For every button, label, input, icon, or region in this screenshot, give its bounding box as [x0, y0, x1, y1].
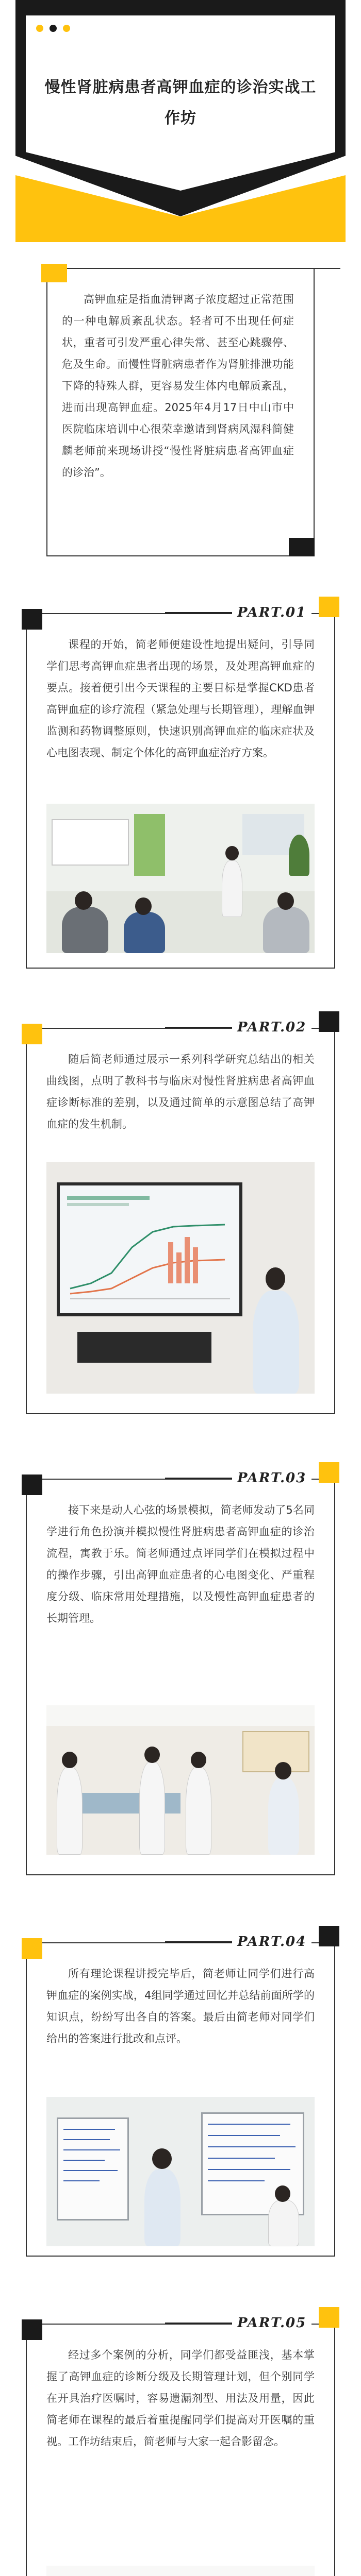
teacher-figure: [268, 1777, 299, 1855]
teacher-head: [152, 2148, 172, 2169]
student-head: [62, 1752, 77, 1768]
intro-yellow-corner: [41, 264, 67, 282]
student-figure: [62, 907, 108, 953]
whiteboard-writing: [58, 2119, 127, 2219]
student-head: [75, 891, 92, 910]
screen-curve-graphic: [60, 1185, 239, 1313]
label-line: [165, 2323, 237, 2324]
teacher-head: [225, 846, 239, 860]
teacher-head: [275, 1762, 291, 1780]
teacher-figure: [253, 1291, 299, 1394]
section-label: PART.01: [232, 605, 311, 620]
label-line: [165, 612, 237, 614]
section-yellow-corner: [319, 2307, 339, 2328]
section-text: 接下来是动人心弦的场景模拟，简老师发动了5名同学进行角色扮演并模拟慢性肾脏病患者高钾血症的诊治流程，寓教于乐。简老师通过点评同学们在模拟过程中的操作步骤，引出高钾血症患者的心电图变化、严重程度分级、临床常用处理措施，以及慢性高钾血症患者的长期管理。: [46, 1504, 315, 1624]
section-black-corner: [319, 1011, 339, 1032]
whiteboard-case-photo: [46, 2097, 315, 2246]
photo-curtain: [134, 814, 165, 876]
header-dots: [36, 25, 70, 32]
role-play-simulation-photo: [46, 1705, 315, 1855]
screen-stand: [77, 1332, 211, 1363]
student-head: [144, 1747, 160, 1763]
photo-bed: [77, 1793, 180, 1814]
intro-top-line: [57, 268, 340, 269]
student-head: [275, 2185, 290, 2202]
student-figure: [124, 912, 165, 953]
teacher-head: [266, 1267, 285, 1290]
section-text: 随后简老师通过展示一系列科学研究总结出的相关曲线图，点明了教科书与临床对慢性肾脏病患者高钾血症诊断标准的差别，以及通过简单的示意图总结了高钾血症的发生机制。: [46, 1053, 315, 1130]
teacher-figure: [222, 860, 242, 917]
section-yellow-corner: [319, 1462, 339, 1483]
classroom-lecture-photo: [46, 804, 315, 953]
teacher-figure: [144, 2169, 180, 2246]
photo-screen: [57, 1182, 242, 1316]
section-yellow-corner: [319, 597, 339, 617]
student-figure: [186, 1767, 211, 1855]
section-black-corner: [22, 2319, 42, 2340]
photo-board: [52, 819, 129, 866]
student-figure: [139, 1762, 165, 1855]
label-line: [165, 1027, 237, 1028]
header-banner: [0, 0, 361, 242]
intro-black-corner: [289, 538, 315, 556]
section-label: PART.03: [232, 1470, 311, 1486]
label-line: [165, 1478, 237, 1479]
page-title: 慢性肾脏病患者高钾血症的诊治实战工作坊: [44, 78, 317, 127]
section-text: 所有理论课程讲授完毕后，简老师让同学们进行高钾血症的案例实战，4组同学通过回忆并总结前面所学的知识点，纷纷写出各自的答案。最后由简老师对同学们给出的答案进行批改和点评。: [46, 1968, 315, 2045]
section-yellow-corner: [22, 1938, 42, 1959]
section-label: PART.02: [232, 1020, 311, 1035]
label-line: [165, 1941, 237, 1943]
section-yellow-corner: [22, 1024, 42, 1044]
section-label: PART.04: [232, 1934, 311, 1950]
photo-ceiling: [46, 2566, 315, 2576]
dot-icon: [63, 25, 70, 32]
intro-text: 高钾血症是指血清钾离子浓度超过正常范围的一种电解质紊乱状态。轻者可不出现任何症状，重者可引发严重心律失常、甚至心跳骤停、危及生命。而慢性肾脏病患者作为肾脏排泄功能下降的特殊人群，更容易发生体内电解质紊乱，进而出现高钾血症。2025年4月17日中山市中医院临床培训中心很荣幸邀请到肾病风湿科简健麟老师前来现场讲授“慢性肾脏病患者高钾血症的诊治”。: [62, 293, 294, 479]
student-figure: [263, 907, 309, 953]
student-head: [277, 892, 294, 910]
screen-presentation-photo: [46, 1162, 315, 1394]
section-black-corner: [22, 1475, 42, 1495]
dot-icon: [50, 25, 57, 32]
section-text: 经过多个案例的分析，同学们都受益匪浅，基本掌握了高钾血症的诊断分级及长期管理计划，但个别同学在开具治疗医嘱时，容易遗漏剂型、用法及用量，因此简老师在课程的最后着重提醒同学们提高对开医嘱的重视。工作坊结束后，简老师与大家一起合影留念。: [46, 2349, 315, 2448]
section-text: 课程的开始，简老师便建设性地提出疑问，引导同学们思考高钾血症患者出现的场景，及处理高钾血症的要点。接着便引出今天课程的主要目标是掌握CKD患者高钾血症的诊疗流程（紧急处理与长期管理），理解血钾监测和药物调整原则，快速识别高钾血症的临床症状及心电图表现、制定个体化的高钾血症治疗方案。: [46, 638, 315, 759]
section-black-corner: [319, 1926, 339, 1946]
student-figure: [57, 1767, 83, 1855]
dot-icon: [36, 25, 43, 32]
photo-plant: [289, 835, 309, 876]
photo-ceiling: [46, 1705, 315, 1726]
student-head: [135, 897, 152, 915]
whiteboard: [57, 2117, 129, 2221]
section-black-corner: [22, 609, 42, 630]
student-head: [191, 1752, 206, 1768]
group-photo: [46, 2566, 315, 2576]
student-figure: [268, 2200, 299, 2246]
section-label: PART.05: [232, 2315, 311, 2331]
